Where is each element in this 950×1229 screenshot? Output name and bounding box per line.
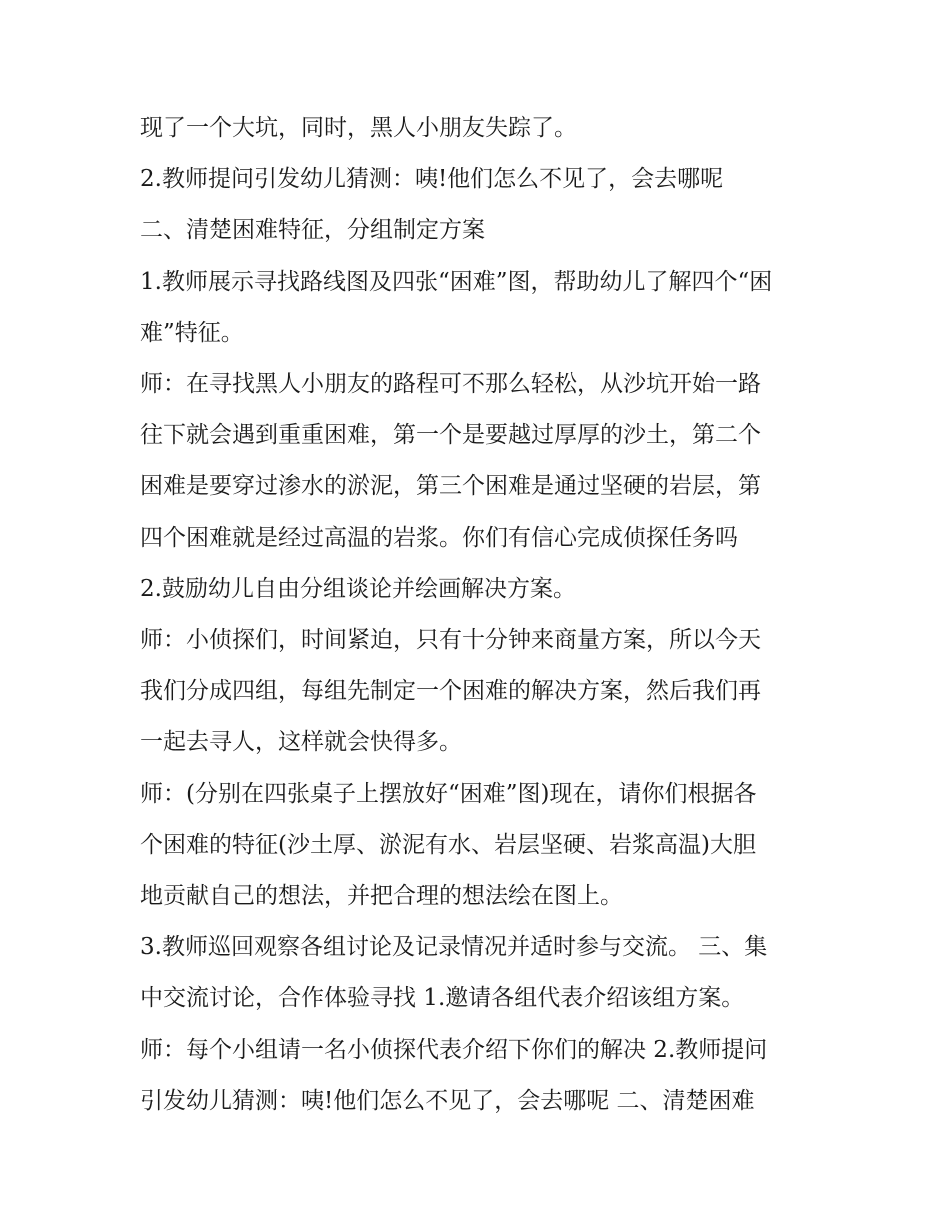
text-line: 师：(分别在四张桌子上摆放好“困难”图)现在，请你们根据各 [140,780,757,807]
text-line: 引发幼儿猜测：咦!他们怎么不见了，会去哪呢 二、清楚困难 [140,1087,755,1114]
section-heading: 二、清楚困难特征，分组制定方案 [140,217,485,244]
text-line: 现了一个大坑，同时，黑人小朋友失踪了。 [140,115,577,141]
text-line: 师：小侦探们，时间紧迫，只有十分钟来商量方案，所以今天 [140,627,761,654]
text-line: 中交流讨论，合作体验寻找 1.邀请各组代表介绍该组方案。 [140,985,745,1012]
text-line: 师：每个小组请一名小侦探代表介绍下你们的解决 2.教师提问 [140,1036,768,1063]
text-line: 往下就会遇到重重困难，第一个是要越过厚厚的沙土，第二个 [140,422,761,449]
text-line: 1.教师展示寻找路线图及四张“困难”图，帮助幼儿了解四个“困 [140,268,773,295]
text-line: 2.鼓励幼儿自由分组谈论并绘画解决方案。 [140,575,576,602]
text-line: 3.教师巡回观察各组讨论及记录情况并适时参与交流。 三、集 [140,934,768,961]
text-line: 我们分成四组，每组先制定一个困难的解决方案，然后我们再 [140,678,761,705]
text-line: 2.教师提问引发幼儿猜测：咦!他们怎么不见了，会去哪呢 [140,166,724,193]
document-body [140,103,820,1127]
text-line: 个困难的特征(沙土厚、淤泥有水、岩层坚硬、岩浆高温)大胆 [140,831,756,858]
text-line: 一起去寻人，这样就会快得多。 [140,729,462,756]
text-line: 师：在寻找黑人小朋友的路程可不那么轻松，从沙坑开始一路 [140,371,761,398]
text-line: 困难是要穿过渗水的淤泥，第三个困难是通过坚硬的岩层，第 [140,473,761,500]
text-line: 地贡献自己的想法，并把合理的想法绘在图上。 [140,883,623,910]
text-line: 难”特征。 [140,319,244,346]
text-line: 四个困难就是经过高温的岩浆。你们有信心完成侦探任务吗 [140,524,738,551]
